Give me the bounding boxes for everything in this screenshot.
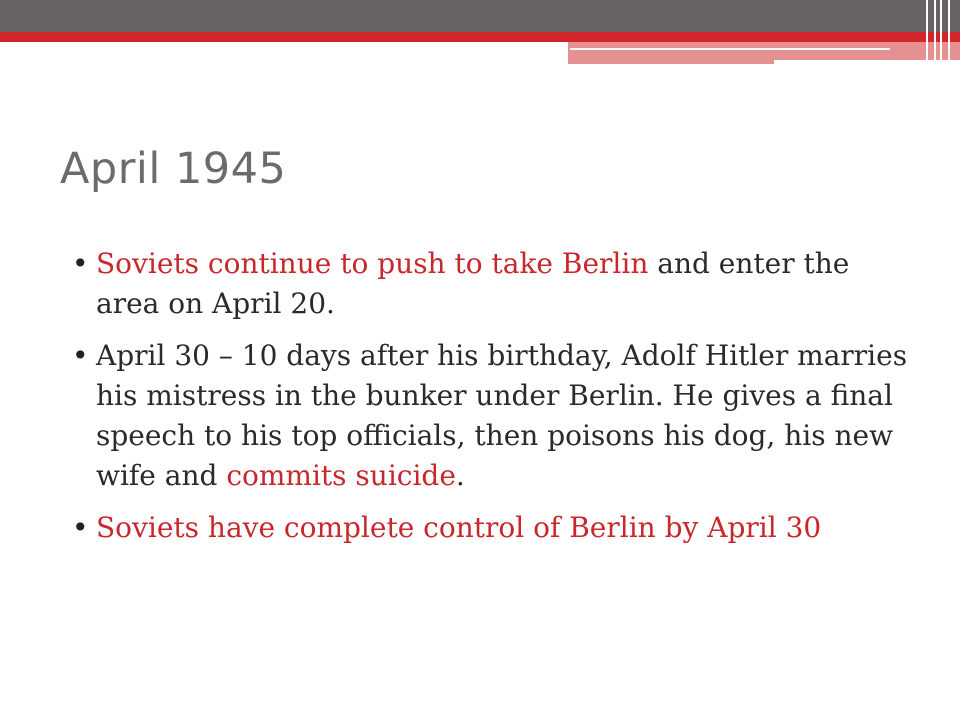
bullet-highlight-text: Soviets continue to push to take Berlin xyxy=(96,247,649,280)
bullet-item xyxy=(72,508,912,548)
header-gray-band xyxy=(0,0,960,32)
bullet-item xyxy=(72,244,912,324)
bullet-text: . xyxy=(455,459,465,492)
header-white-line xyxy=(570,48,890,50)
bullet-text: April 30 – 10 days after his birthday, Adolf Hitler marries his mistress in the bunker under Berlin. He gives a final speech to his top officials, then poisons his dog, his new wife and xyxy=(96,339,908,492)
header-red-band xyxy=(0,32,960,42)
bullet-text: and enter the area on April 20. xyxy=(96,247,850,320)
bullet-item xyxy=(72,336,912,496)
slide-title: April 1945 xyxy=(60,144,287,194)
bullet-highlight-text: Soviets have complete control of Berlin by April 30 xyxy=(96,511,822,544)
bullet-marker: • xyxy=(72,247,89,280)
bullet-marker: • xyxy=(72,339,89,372)
header-vertical-lines xyxy=(920,0,960,64)
bullet-marker: • xyxy=(72,511,89,544)
bullet-list xyxy=(72,244,912,560)
bullet-highlight-text: commits suicide xyxy=(226,459,456,492)
